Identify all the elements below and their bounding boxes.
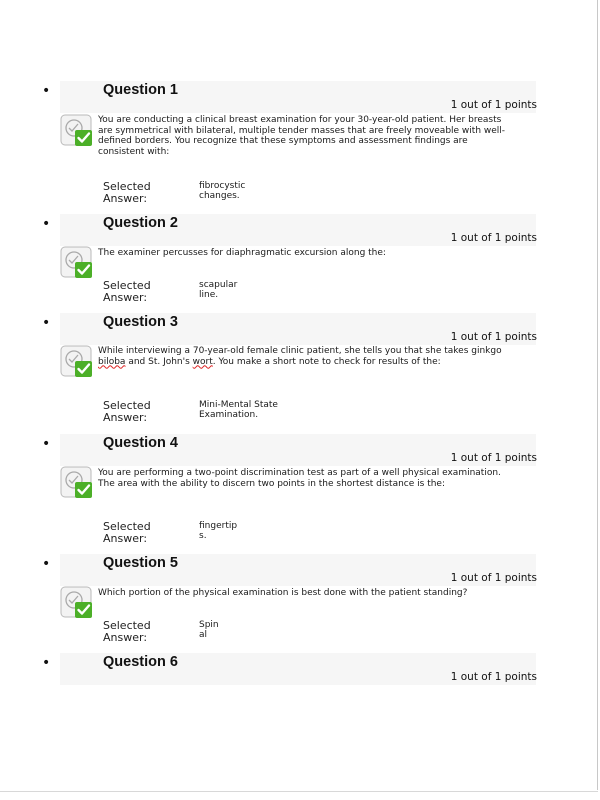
question-title: Question 2 [103,215,178,231]
question-points: 1 out of 1 points [450,572,537,584]
selected-answer-label: Selected Answer: [103,399,151,424]
list-bullet: • [42,83,51,99]
selected-answer-label: Selected Answer: [103,520,151,545]
spellcheck-word: wort [192,356,213,367]
question-title: Question 1 [103,82,178,98]
question-points: 1 out of 1 points [450,232,537,244]
question-points: 1 out of 1 points [450,452,537,464]
question-points: 1 out of 1 points [450,99,537,111]
question-text-part: While interviewing a 70-year-old female clinic patient, she tells you that she takes ginkgo [98,346,502,356]
selected-answer-label: Selected Answer: [103,279,151,304]
question-title: Question 5 [103,555,178,571]
question-points: 1 out of 1 points [450,671,537,683]
page-bottom-edge [0,791,598,792]
question-points: 1 out of 1 points [450,331,537,343]
list-bullet: • [42,436,51,452]
question-title: Question 4 [103,435,178,451]
selected-answer-label: Selected Answer: [103,180,151,205]
question-text: You are conducting a clinical breast examination for your 30-year-old patient. Her breasts are symmetrical with bilateral, multiple tender masses that are freely moveable with well-defined borders. You recognize that these symptoms and assessment findings are consistent with: [98,115,506,157]
list-bullet: • [42,556,51,572]
correct-check-icon [60,586,94,620]
list-bullet: • [42,315,51,331]
question-text [98,346,508,367]
correct-check-icon [60,246,94,280]
question-title: Question 6 [103,654,178,670]
question-text-part: and St. John's [125,356,193,367]
selected-answer-value: fingertip s. [199,521,238,541]
list-bullet: • [42,216,51,232]
selected-answer-value: scapular line. [199,280,238,300]
selected-answer-value: Spin al [199,620,219,640]
selected-answer-label: Selected Answer: [103,619,151,644]
list-bullet: • [42,655,51,671]
page-edge [597,0,598,790]
question-title: Question 3 [103,314,178,330]
question-text: The examiner percusses for diaphragmatic excursion along the: [98,248,386,258]
selected-answer-value: fibrocystic changes. [199,181,246,201]
spellcheck-word: biloba [98,356,126,367]
correct-check-icon [60,466,94,500]
question-text: Which portion of the physical examination is best done with the patient standing? [98,588,468,598]
question-text-part: . You make a short note to check for results of the: [212,356,441,367]
selected-answer-value: Mini-Mental State Examination. [199,400,278,420]
correct-check-icon [60,114,94,148]
correct-check-icon [60,345,94,379]
question-text: You are performing a two-point discrimination test as part of a well physical examination. The area with the ability to discern two points in the shortest distance is the: [98,468,501,489]
